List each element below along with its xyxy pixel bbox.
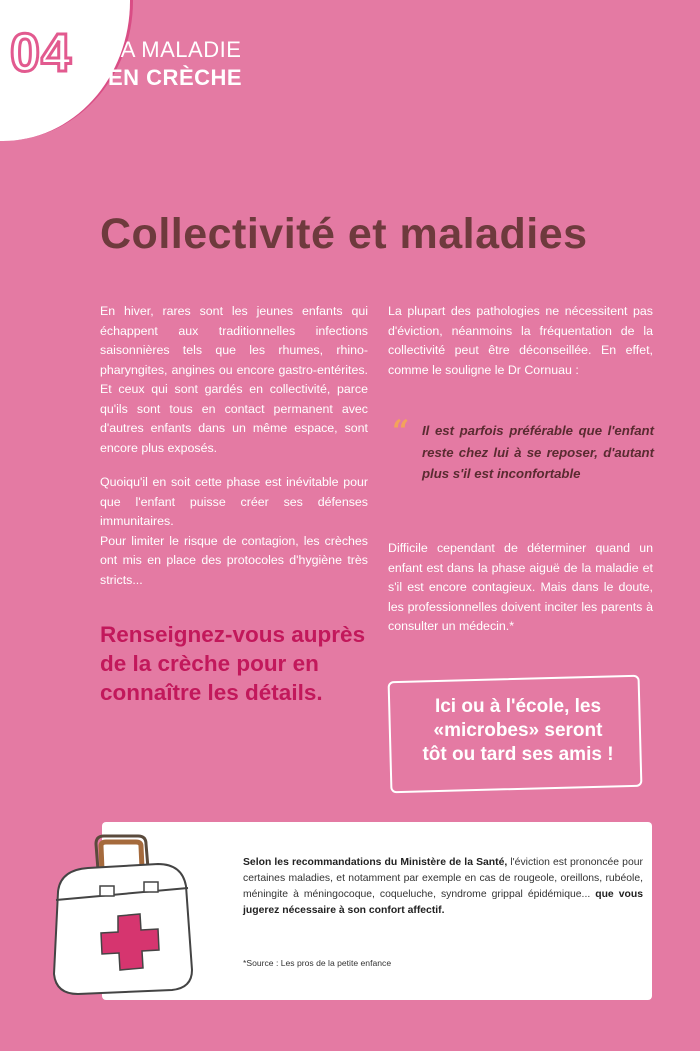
right-column-lower [388, 539, 653, 637]
right-paragraph-1: La plupart des pathologies ne nécessitent pas d'éviction, néanmoins la fréquentation de la collectivité peut être déconseillée. En effet, comme le souligne le Dr Cornuau : [388, 304, 653, 377]
left-paragraph-3: Pour limiter le risque de contagion, les crèches ont mis en place des protocoles d'hygiène très stricts... [100, 533, 368, 587]
chapter-title [108, 36, 242, 92]
first-aid-kit-icon [40, 830, 200, 1000]
right-column [388, 302, 653, 395]
left-paragraph-1: En hiver, rares sont les jeunes enfants qui échappent aux traditionnelles infections saisonnières tels que les rhumes, rhino-pharyngites, angines ou encore gastro-entérites. Et ceux qui sont gardés en collectivité, parce qu'ils sont tous en contact permanent avec d'autres enfants dans un même espace, sont encore plus exposés. [100, 304, 368, 455]
left-column [100, 302, 368, 605]
speech-bubble-text [392, 695, 644, 767]
info-box-body: l'éviction est prononcée pour certaines maladies, et notamment par exemple en cas de rougeole, oreillons, rubéole, méningite à méningocoque, coqueluche, syndrome grippal épidémique... [243, 857, 643, 900]
bubble-line-2: «microbes» seront [433, 720, 603, 741]
left-paragraph-2: Quoiqu'il en soit cette phase est inévitable pour que l'enfant puisse créer ses défenses immunitaires. [100, 475, 368, 528]
right-paragraph-2: Difficile cependant de déterminer quand un enfant est dans la phase aiguë de la maladie et s'il est encore contagieux. Mais dans le doute, les professionnelles doivent inciter les parents à consulter un médecin.* [388, 541, 653, 633]
quote-block [392, 414, 654, 485]
callout-text: Renseignez-vous auprès de la crèche pour en connaître les détails. [100, 622, 366, 705]
source-note: *Source : Les pros de la petite enfance [243, 958, 392, 968]
chapter-number: 04 [10, 23, 73, 83]
info-box-text [243, 855, 643, 919]
quote-mark-icon: “ [392, 414, 410, 449]
chapter-title-line2: EN CRÈCHE [108, 65, 243, 90]
info-box-tail: que vous jugerez nécessaire à son confort affectif. [243, 889, 643, 916]
info-box-lead: Selon les recommandations du Ministère de la Santé, [243, 857, 508, 868]
bubble-line-3: tôt ou tard ses amis ! [422, 744, 614, 765]
quote-text: Il est parfois préférable que l'enfant reste chez lui à se reposer, d'autant plus s'il est inconfortable [422, 423, 654, 481]
bubble-line-1: Ici ou à l'école, les [434, 696, 602, 717]
chapter-title-line1: LA MALADIE [108, 37, 242, 62]
page-title: Collectivité et maladies [100, 210, 588, 258]
